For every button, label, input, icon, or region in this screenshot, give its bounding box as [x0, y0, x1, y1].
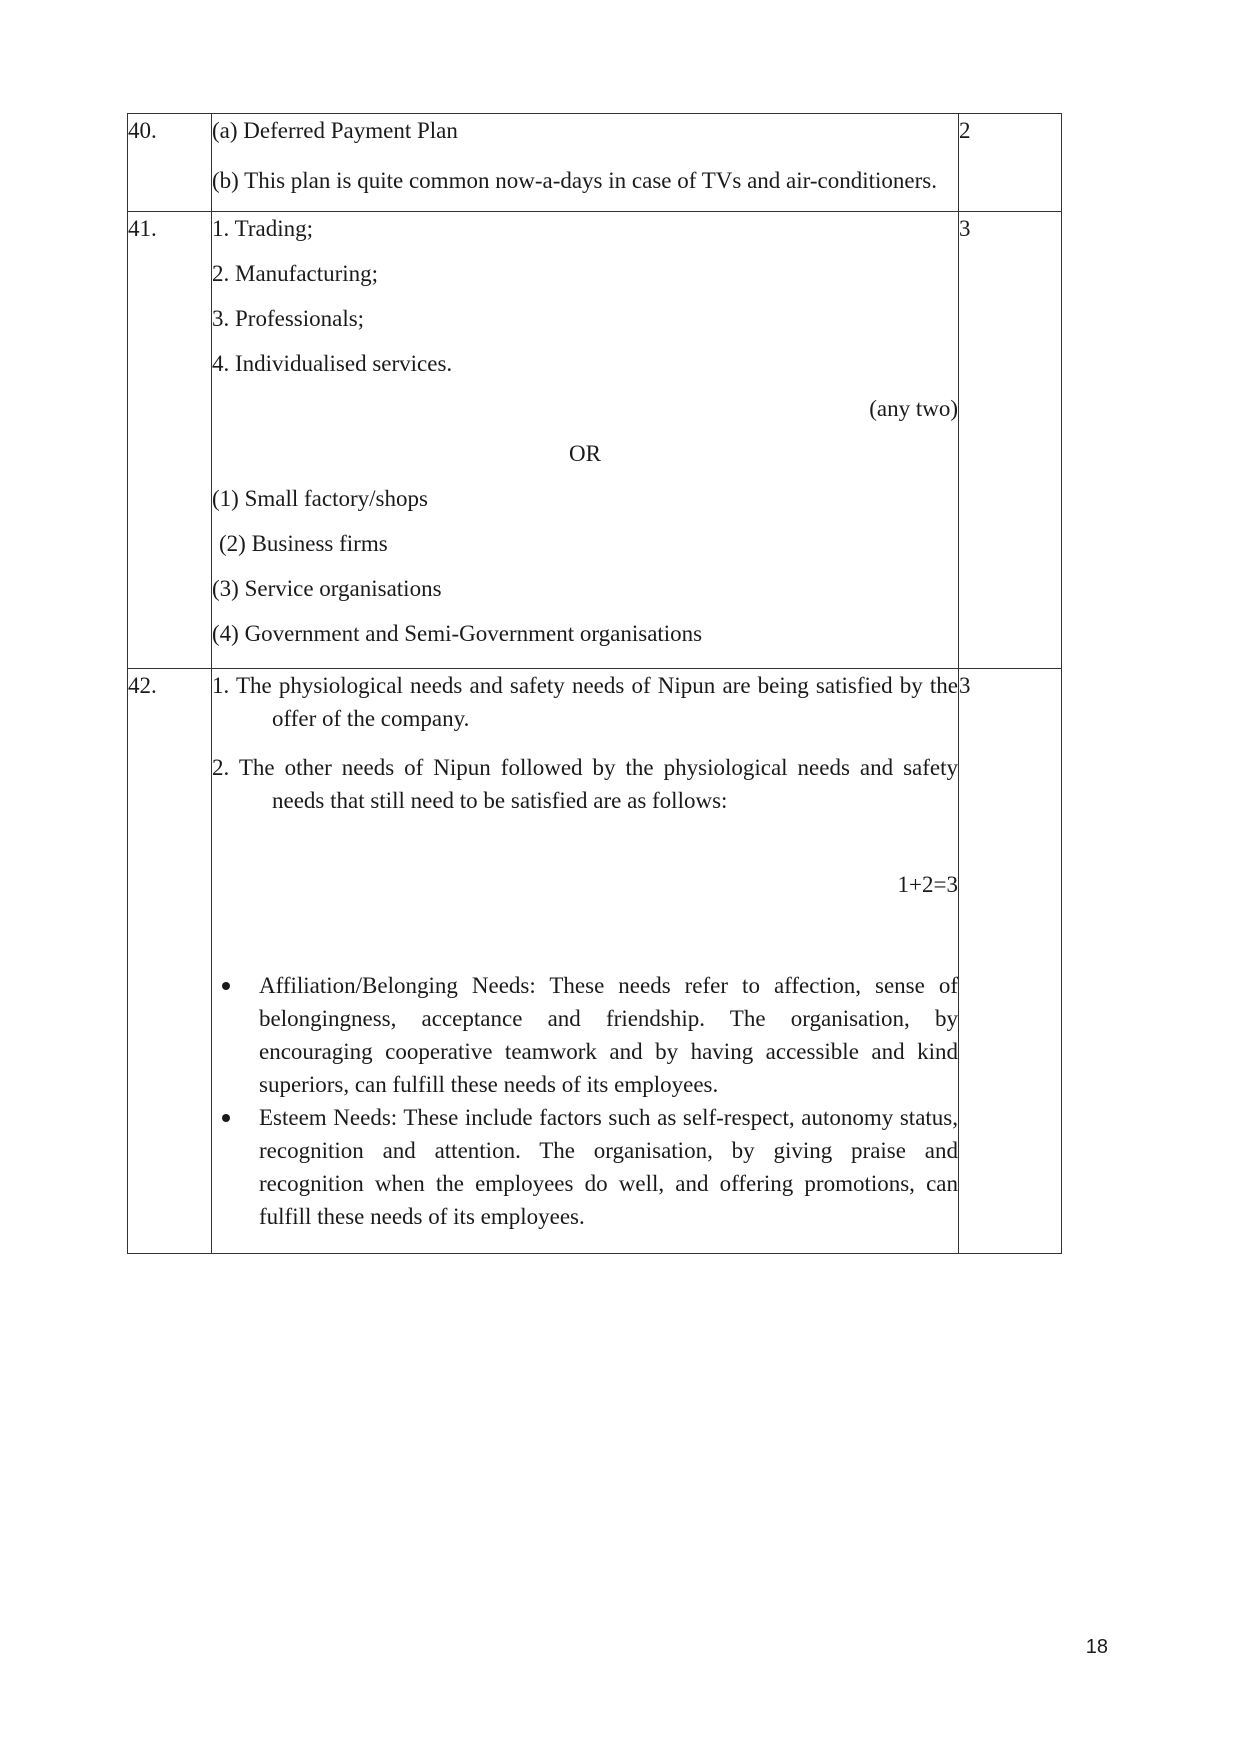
list-item-text: Esteem Needs: These include factors such as self-respect, autonomy status, recognition and attention. The organisation, by giving praise and recognition when the employees do well, and offering promotions, can fulfill these needs of its employees.	[259, 1105, 958, 1229]
marks-split: 1+2=3	[897, 872, 958, 897]
answer-line: 4. Individualised services.	[212, 351, 453, 376]
page-number: 18	[1085, 1636, 1108, 1658]
answer-table	[127, 113, 1062, 1254]
bullet-icon	[222, 982, 230, 990]
question-number: 42.	[128, 669, 212, 1254]
answer-row-42	[128, 669, 1062, 1254]
marks: 2	[959, 114, 1062, 212]
list-item-text: Affiliation/Belonging Needs: These needs refer to affection, sense of belongingness, acceptance and friendship. The organisation, by encouraging cooperative teamwork and by having accessible and kind superiors, can fulfill these needs of its employees.	[259, 973, 958, 1097]
marks: 3	[959, 212, 1062, 669]
needs-list	[212, 969, 958, 1233]
answer-line: (3) Service organisations	[212, 576, 442, 601]
answer-row-41	[128, 212, 1062, 669]
list-item	[212, 969, 958, 1101]
answer-line: (a) Deferred Payment Plan	[212, 118, 458, 143]
or-separator: OR	[569, 441, 601, 466]
answer-line: (1) Small factory/shops	[212, 486, 428, 511]
answer-cell	[212, 212, 959, 669]
bullet-icon	[222, 1114, 230, 1122]
answer-row-40	[128, 114, 1062, 212]
answer-point: 1. The physiological needs and safety needs of Nipun are being satisfied by the offer of the company.	[212, 673, 958, 731]
question-number: 41.	[128, 212, 212, 669]
answer-cell	[212, 114, 959, 212]
answer-line: (b) This plan is quite common now-a-days in case of TVs and air-conditioners.	[212, 168, 937, 193]
question-number: 40.	[128, 114, 212, 212]
answer-line: 2. Manufacturing;	[212, 261, 379, 286]
answer-cell	[212, 669, 959, 1254]
answer-line: 3. Professionals;	[212, 306, 365, 331]
answer-line: (4) Government and Semi-Government organisations	[212, 621, 703, 646]
answer-point: 2. The other needs of Nipun followed by the physiological needs and safety needs that still need to be satisfied are as follows:	[212, 755, 958, 813]
answer-note: (any two)	[869, 396, 958, 421]
answer-line: 1. Trading;	[212, 216, 313, 241]
list-item	[212, 1101, 958, 1233]
marks: 3	[959, 669, 1062, 1254]
answer-line: (2) Business firms	[219, 531, 388, 556]
